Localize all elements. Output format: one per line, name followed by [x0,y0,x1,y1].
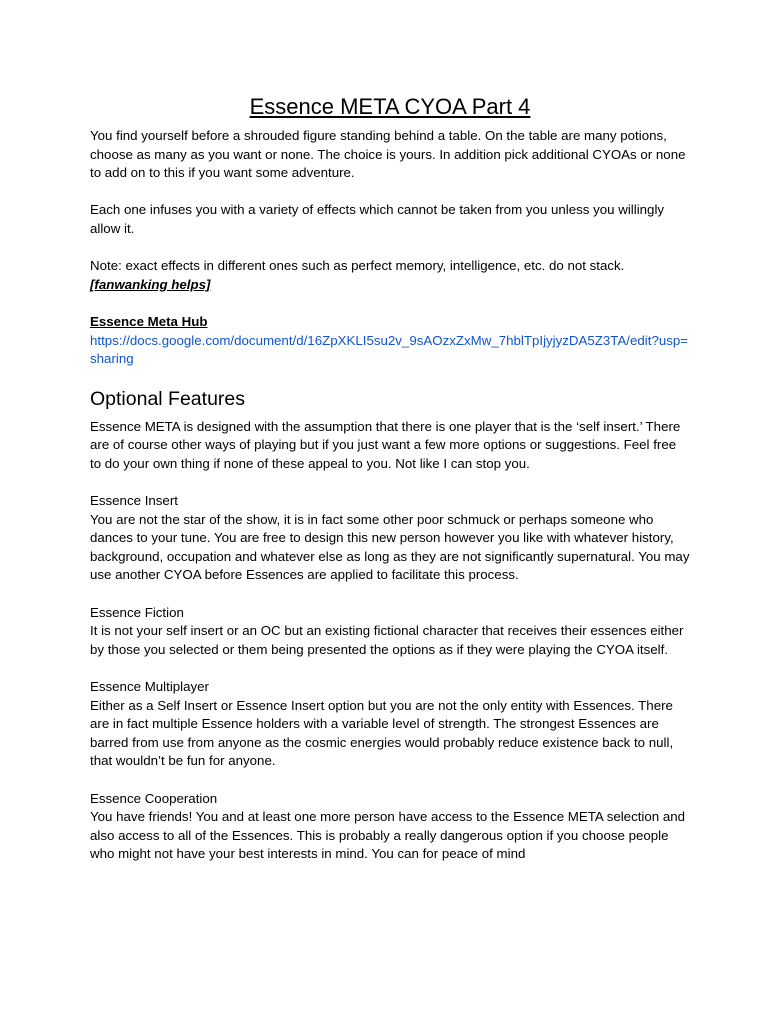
feature-body: You have friends! You and at least one more person have access to the Essence META selection and also access to all of the Essences. This is probably a really dangerous option if you choose people who might not have your best interests in mind. You can for peace of mind [90,809,686,862]
feature-name: Essence Insert [90,493,178,509]
note-paragraph [90,257,690,294]
spacer [90,771,690,790]
intro-paragraph-1: You find yourself before a shrouded figure standing behind a table. On the table are many potions, choose as many as you want or none. The choice is yours. In addition pick additional CYOAs or none to add on to this if you want some adventure. [90,128,686,181]
note-text: Note: exact effects in different ones such as perfect memory, intelligence, etc. do not stack. [90,258,625,274]
section-heading: Optional Features [90,387,246,410]
feature-body: Either as a Self Insert or Essence Insert option but you are not the only entity with Essences. There are in fact multiple Essence holders with a variable level of strength. The strongest Essences are barred from use from anyone as the cosmic energies would probably reduce existence back to null, that wouldn’t be fun for anyone. [90,697,674,769]
spacer [90,294,690,313]
feature-body: You are not the star of the show, it is in fact some other poor schmuck or perhaps someone who dances to your tune. You are free to design this new person however you like with whatever history, background, occupation and whatever else as long as they are not significantly supernatural. You may use another CYOA before Essences are applied to facilitate this process. [90,511,690,583]
document-page [90,92,690,864]
feature-body: It is not your self insert or an OC but an existing fictional character that receives their essences either by those you selected or them being presented the options as if they were playing the CYOA itself. [90,623,684,657]
spacer [90,474,690,493]
feature-name: Essence Cooperation [90,790,218,806]
document-title: Essence META CYOA Part 4 [249,94,531,119]
hub-label: Essence Meta Hub [90,313,208,329]
feature-name: Essence Multiplayer [90,679,209,695]
feature-name: Essence Fiction [90,604,184,620]
intro-paragraph-2: Each one infuses you with a variety of effects which cannot be taken from you unless you willingly allow it. [90,202,665,236]
hub-link[interactable]: https://docs.google.com/document/d/16ZpXKLI5su2v_9sAOzxZxMw_7hblTpIjyjyzDA5Z3TA/edit?usp=sharing [90,332,689,367]
spacer [90,585,690,604]
section-intro: Essence META is designed with the assumption that there is one player that is the ‘self insert.’ There are of course other ways of playing but if you just want a few more options or suggestions. Feel free to do your own thing if none of these appeal to you. Not like I can stop you. [90,418,681,471]
spacer [90,239,690,258]
spacer [90,183,690,202]
spacer [90,659,690,678]
note-emphasis: [fanwanking helps] [90,276,211,292]
